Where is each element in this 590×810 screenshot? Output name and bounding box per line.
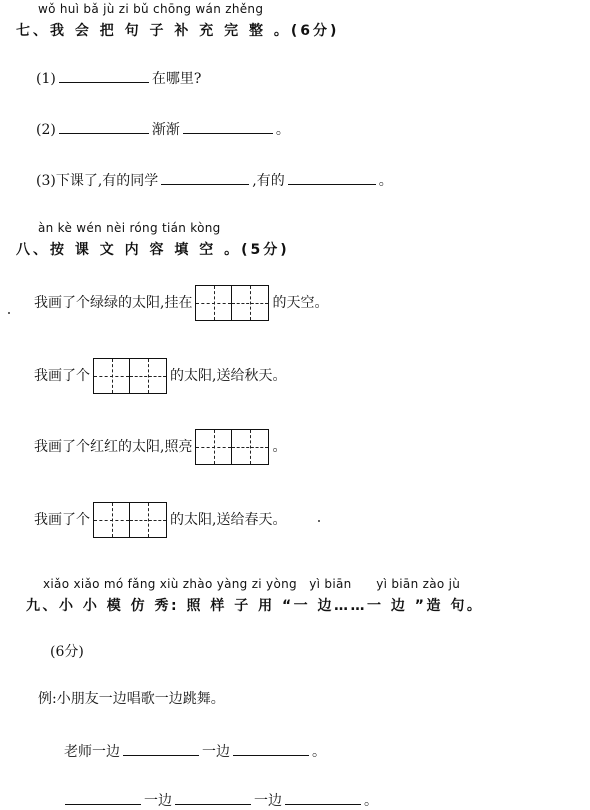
answer-blank[interactable]	[183, 119, 273, 134]
q9-heading: 九、小 小 模 仿 秀: 照 样 子 用 “一 边……一 边 ”造 句。	[26, 598, 484, 614]
q9-line-2	[62, 790, 378, 810]
q8-line-1-post: 的天空。	[272, 295, 329, 311]
q7-item-3-end: 。	[378, 173, 393, 189]
q7-item-3-pre: 下课了,有的同学	[55, 173, 159, 189]
q9-line-2-mid1: 一边	[144, 793, 172, 809]
answer-blank[interactable]	[65, 790, 141, 805]
q9-example: 例:小朋友一边唱歌一边跳舞。	[38, 691, 225, 707]
grid-cell[interactable]	[94, 503, 130, 537]
q8-line-4	[34, 501, 286, 539]
q8-line-1	[34, 284, 328, 322]
q7-item-2	[36, 119, 290, 139]
q8-line-2-pre: 我画了个	[34, 368, 90, 384]
q9-points: (6分)	[50, 644, 84, 660]
q8-line-4-post: 的太阳,送给春天。	[170, 512, 287, 528]
q7-pinyin: wǒ huì bǎ jù zi bǔ chōng wán zhěng	[38, 2, 264, 16]
q9-line-2-end: 。	[364, 793, 378, 809]
grid-cell[interactable]	[196, 430, 232, 464]
q7-item-1	[36, 68, 201, 88]
answer-blank[interactable]	[59, 68, 149, 83]
q8-line-2-post: 的太阳,送给秋天。	[170, 368, 287, 384]
q7-item-3	[36, 170, 393, 190]
answer-blank[interactable]	[233, 741, 309, 756]
answer-blank[interactable]	[161, 170, 249, 185]
q8-pinyin: àn kè wén nèi róng tián kòng	[38, 221, 221, 235]
character-grid[interactable]	[93, 502, 167, 538]
answer-blank[interactable]	[285, 790, 361, 805]
q8-line-3	[34, 428, 286, 466]
q9-line-1	[64, 741, 326, 761]
character-grid[interactable]	[195, 285, 269, 321]
q7-item-3-mid: ,有的	[252, 173, 285, 189]
answer-blank[interactable]	[288, 170, 376, 185]
q8-line-2	[34, 357, 286, 395]
answer-blank[interactable]	[59, 119, 149, 134]
q9-line-1-mid: 一边	[202, 744, 230, 760]
q7-item-2-end: 。	[275, 122, 290, 138]
grid-cell[interactable]	[130, 503, 166, 537]
q7-item-2-mid: 渐渐	[151, 122, 180, 138]
q8-line-3-post: 。	[272, 439, 287, 455]
grid-cell[interactable]	[232, 430, 268, 464]
character-grid[interactable]	[195, 429, 269, 465]
q8-line-4-pre: 我画了个	[34, 512, 90, 528]
q9-pinyin: xiǎo xiǎo mó fǎng xiù zhào yàng zi yòng yì biān yì biān zào jù	[43, 577, 461, 591]
stray-mark	[318, 520, 320, 522]
q8-line-1-pre: 我画了个绿绿的太阳,挂在	[34, 295, 193, 311]
q8-heading: 八、按 课 文 内 容 填 空 。(5分)	[16, 242, 290, 258]
answer-blank[interactable]	[123, 741, 199, 756]
q9-line-1-end: 。	[312, 744, 326, 760]
grid-cell[interactable]	[130, 359, 166, 393]
q7-item-1-text: 在哪里?	[151, 71, 202, 87]
q8-line-3-pre: 我画了个红红的太阳,照亮	[34, 439, 193, 455]
grid-cell[interactable]	[94, 359, 130, 393]
grid-cell[interactable]	[232, 286, 268, 320]
q9-line-2-mid2: 一边	[254, 793, 282, 809]
q9-line-1-pre: 老师一边	[64, 744, 120, 760]
character-grid[interactable]	[93, 358, 167, 394]
stray-mark	[8, 312, 10, 314]
q7-heading: 七、我 会 把 句 子 补 充 完 整 。(6分)	[16, 23, 340, 39]
q7-item-2-number: (2)	[36, 122, 56, 138]
answer-blank[interactable]	[175, 790, 251, 805]
q7-item-3-number: (3)	[36, 173, 56, 189]
grid-cell[interactable]	[196, 286, 232, 320]
q7-item-1-number: (1)	[36, 71, 56, 87]
